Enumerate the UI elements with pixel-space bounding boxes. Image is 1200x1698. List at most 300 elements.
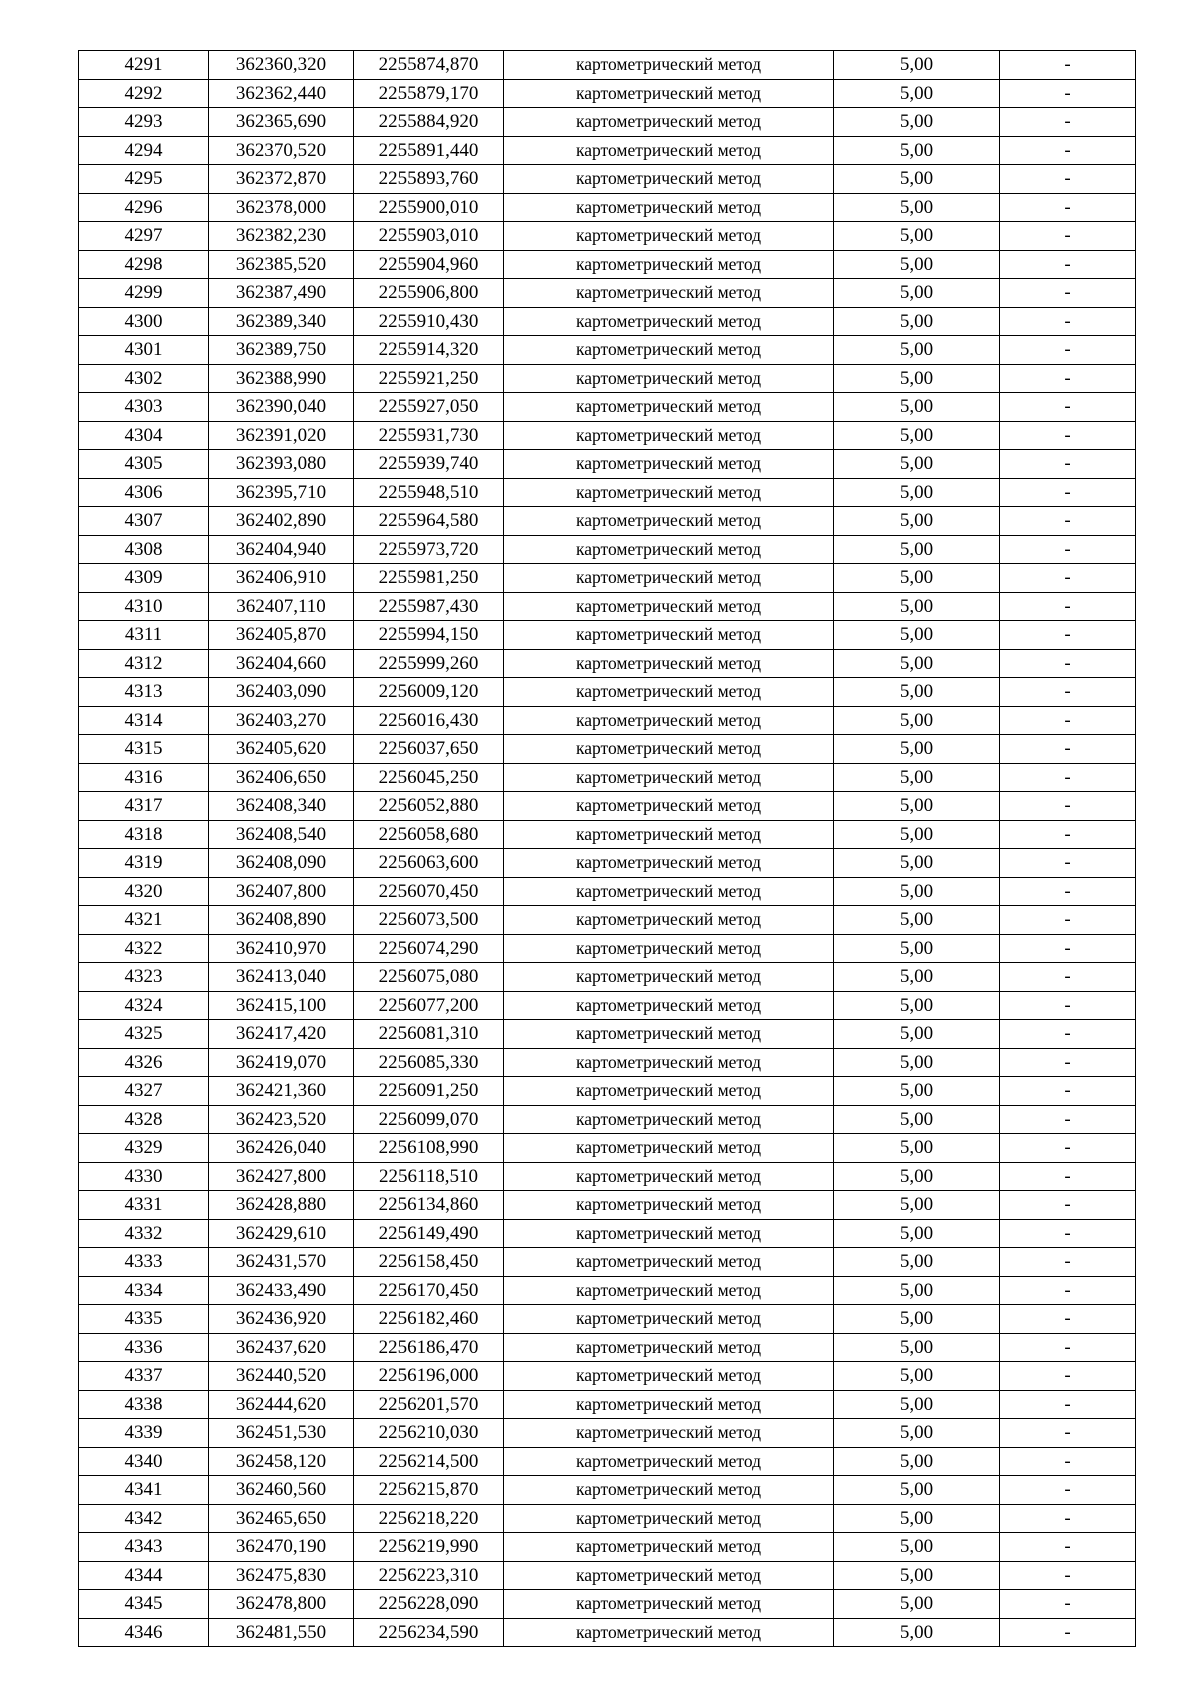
accuracy-cell: 5,00 (834, 1504, 1000, 1533)
point-number-cell: 4319 (79, 849, 209, 878)
method-cell: картометрический метод (504, 393, 834, 422)
table-row (79, 991, 1136, 1020)
point-number-cell: 4343 (79, 1533, 209, 1562)
x-coordinate-cell: 362403,090 (209, 678, 354, 707)
point-number-cell: 4322 (79, 934, 209, 963)
y-coordinate-cell: 2255891,440 (354, 136, 504, 165)
x-coordinate-cell: 362372,870 (209, 165, 354, 194)
accuracy-cell: 5,00 (834, 963, 1000, 992)
y-coordinate-cell: 2256073,500 (354, 906, 504, 935)
table-row (79, 877, 1136, 906)
y-coordinate-cell: 2256158,450 (354, 1248, 504, 1277)
point-number-cell: 4337 (79, 1362, 209, 1391)
y-coordinate-cell: 2256081,310 (354, 1020, 504, 1049)
y-coordinate-cell: 2255927,050 (354, 393, 504, 422)
note-cell: - (1000, 279, 1136, 308)
accuracy-cell: 5,00 (834, 678, 1000, 707)
method-cell: картометрический метод (504, 849, 834, 878)
method-cell: картометрический метод (504, 1618, 834, 1647)
note-cell: - (1000, 1390, 1136, 1419)
table-row (79, 364, 1136, 393)
x-coordinate-cell: 362433,490 (209, 1276, 354, 1305)
method-cell: картометрический метод (504, 1447, 834, 1476)
note-cell: - (1000, 165, 1136, 194)
y-coordinate-cell: 2255948,510 (354, 478, 504, 507)
x-coordinate-cell: 362407,800 (209, 877, 354, 906)
point-number-cell: 4333 (79, 1248, 209, 1277)
table-row (79, 450, 1136, 479)
accuracy-cell: 5,00 (834, 1561, 1000, 1590)
point-number-cell: 4304 (79, 421, 209, 450)
method-cell: картометрический метод (504, 706, 834, 735)
point-number-cell: 4310 (79, 592, 209, 621)
y-coordinate-cell: 2256074,290 (354, 934, 504, 963)
method-cell: картометрический метод (504, 1533, 834, 1562)
note-cell: - (1000, 1590, 1136, 1619)
y-coordinate-cell: 2255939,740 (354, 450, 504, 479)
x-coordinate-cell: 362408,540 (209, 820, 354, 849)
point-number-cell: 4292 (79, 79, 209, 108)
method-cell: картометрический метод (504, 1390, 834, 1419)
note-cell: - (1000, 1447, 1136, 1476)
x-coordinate-cell: 362440,520 (209, 1362, 354, 1391)
table-row (79, 906, 1136, 935)
accuracy-cell: 5,00 (834, 1134, 1000, 1163)
y-coordinate-cell: 2256099,070 (354, 1105, 504, 1134)
accuracy-cell: 5,00 (834, 763, 1000, 792)
y-coordinate-cell: 2256223,310 (354, 1561, 504, 1590)
table-row (79, 136, 1136, 165)
note-cell: - (1000, 1362, 1136, 1391)
y-coordinate-cell: 2256196,000 (354, 1362, 504, 1391)
table-row (79, 1504, 1136, 1533)
x-coordinate-cell: 362360,320 (209, 51, 354, 80)
point-number-cell: 4324 (79, 991, 209, 1020)
x-coordinate-cell: 362428,880 (209, 1191, 354, 1220)
note-cell: - (1000, 820, 1136, 849)
table-row (79, 1077, 1136, 1106)
table-row (79, 592, 1136, 621)
method-cell: картометрический метод (504, 1162, 834, 1191)
point-number-cell: 4311 (79, 621, 209, 650)
accuracy-cell: 5,00 (834, 706, 1000, 735)
accuracy-cell: 5,00 (834, 991, 1000, 1020)
y-coordinate-cell: 2255910,430 (354, 307, 504, 336)
point-number-cell: 4314 (79, 706, 209, 735)
point-number-cell: 4326 (79, 1048, 209, 1077)
method-cell: картометрический метод (504, 136, 834, 165)
method-cell: картометрический метод (504, 279, 834, 308)
table-row (79, 934, 1136, 963)
table-row (79, 1105, 1136, 1134)
x-coordinate-cell: 362404,660 (209, 649, 354, 678)
method-cell: картометрический метод (504, 820, 834, 849)
accuracy-cell: 5,00 (834, 165, 1000, 194)
point-number-cell: 4339 (79, 1419, 209, 1448)
y-coordinate-cell: 2256052,880 (354, 792, 504, 821)
y-coordinate-cell: 2256058,680 (354, 820, 504, 849)
x-coordinate-cell: 362436,920 (209, 1305, 354, 1334)
accuracy-cell: 5,00 (834, 222, 1000, 251)
point-number-cell: 4342 (79, 1504, 209, 1533)
accuracy-cell: 5,00 (834, 108, 1000, 137)
x-coordinate-cell: 362408,340 (209, 792, 354, 821)
y-coordinate-cell: 2255893,760 (354, 165, 504, 194)
table-row (79, 1590, 1136, 1619)
method-cell: картометрический метод (504, 79, 834, 108)
y-coordinate-cell: 2256201,570 (354, 1390, 504, 1419)
note-cell: - (1000, 1191, 1136, 1220)
accuracy-cell: 5,00 (834, 1362, 1000, 1391)
x-coordinate-cell: 362426,040 (209, 1134, 354, 1163)
x-coordinate-cell: 362404,940 (209, 535, 354, 564)
note-cell: - (1000, 621, 1136, 650)
method-cell: картометрический метод (504, 1333, 834, 1362)
note-cell: - (1000, 1533, 1136, 1562)
point-number-cell: 4335 (79, 1305, 209, 1334)
accuracy-cell: 5,00 (834, 1390, 1000, 1419)
accuracy-cell: 5,00 (834, 250, 1000, 279)
accuracy-cell: 5,00 (834, 307, 1000, 336)
y-coordinate-cell: 2256016,430 (354, 706, 504, 735)
y-coordinate-cell: 2255921,250 (354, 364, 504, 393)
point-number-cell: 4313 (79, 678, 209, 707)
method-cell: картометрический метод (504, 1504, 834, 1533)
accuracy-cell: 5,00 (834, 393, 1000, 422)
accuracy-cell: 5,00 (834, 934, 1000, 963)
point-number-cell: 4330 (79, 1162, 209, 1191)
note-cell: - (1000, 307, 1136, 336)
accuracy-cell: 5,00 (834, 336, 1000, 365)
note-cell: - (1000, 735, 1136, 764)
y-coordinate-cell: 2256085,330 (354, 1048, 504, 1077)
coordinates-table-body (79, 51, 1136, 1647)
accuracy-cell: 5,00 (834, 1248, 1000, 1277)
x-coordinate-cell: 362410,970 (209, 934, 354, 963)
point-number-cell: 4291 (79, 51, 209, 80)
x-coordinate-cell: 362481,550 (209, 1618, 354, 1647)
table-row (79, 820, 1136, 849)
table-row (79, 535, 1136, 564)
x-coordinate-cell: 362408,090 (209, 849, 354, 878)
accuracy-cell: 5,00 (834, 1476, 1000, 1505)
x-coordinate-cell: 362405,620 (209, 735, 354, 764)
accuracy-cell: 5,00 (834, 535, 1000, 564)
point-number-cell: 4325 (79, 1020, 209, 1049)
table-row (79, 1248, 1136, 1277)
y-coordinate-cell: 2255900,010 (354, 193, 504, 222)
note-cell: - (1000, 1248, 1136, 1277)
note-cell: - (1000, 1561, 1136, 1590)
accuracy-cell: 5,00 (834, 364, 1000, 393)
note-cell: - (1000, 222, 1136, 251)
y-coordinate-cell: 2256108,990 (354, 1134, 504, 1163)
note-cell: - (1000, 421, 1136, 450)
point-number-cell: 4293 (79, 108, 209, 137)
table-row (79, 1362, 1136, 1391)
point-number-cell: 4320 (79, 877, 209, 906)
point-number-cell: 4309 (79, 564, 209, 593)
method-cell: картометрический метод (504, 1248, 834, 1277)
point-number-cell: 4295 (79, 165, 209, 194)
table-row (79, 564, 1136, 593)
point-number-cell: 4331 (79, 1191, 209, 1220)
x-coordinate-cell: 362407,110 (209, 592, 354, 621)
table-row (79, 507, 1136, 536)
y-coordinate-cell: 2256234,590 (354, 1618, 504, 1647)
table-row (79, 1618, 1136, 1647)
method-cell: картометрический метод (504, 1276, 834, 1305)
note-cell: - (1000, 649, 1136, 678)
note-cell: - (1000, 364, 1136, 393)
accuracy-cell: 5,00 (834, 1105, 1000, 1134)
method-cell: картометрический метод (504, 963, 834, 992)
note-cell: - (1000, 193, 1136, 222)
note-cell: - (1000, 991, 1136, 1020)
note-cell: - (1000, 1077, 1136, 1106)
method-cell: картометрический метод (504, 1219, 834, 1248)
coordinates-table (78, 50, 1136, 1647)
accuracy-cell: 5,00 (834, 1219, 1000, 1248)
table-row (79, 193, 1136, 222)
method-cell: картометрический метод (504, 649, 834, 678)
x-coordinate-cell: 362415,100 (209, 991, 354, 1020)
y-coordinate-cell: 2255981,250 (354, 564, 504, 593)
accuracy-cell: 5,00 (834, 1618, 1000, 1647)
accuracy-cell: 5,00 (834, 1333, 1000, 1362)
method-cell: картометрический метод (504, 763, 834, 792)
point-number-cell: 4341 (79, 1476, 209, 1505)
note-cell: - (1000, 963, 1136, 992)
method-cell: картометрический метод (504, 165, 834, 194)
point-number-cell: 4329 (79, 1134, 209, 1163)
x-coordinate-cell: 362431,570 (209, 1248, 354, 1277)
y-coordinate-cell: 2255903,010 (354, 222, 504, 251)
y-coordinate-cell: 2255994,150 (354, 621, 504, 650)
point-number-cell: 4294 (79, 136, 209, 165)
method-cell: картометрический метод (504, 1419, 834, 1448)
accuracy-cell: 5,00 (834, 849, 1000, 878)
point-number-cell: 4328 (79, 1105, 209, 1134)
point-number-cell: 4308 (79, 535, 209, 564)
table-row (79, 678, 1136, 707)
accuracy-cell: 5,00 (834, 450, 1000, 479)
x-coordinate-cell: 362458,120 (209, 1447, 354, 1476)
point-number-cell: 4302 (79, 364, 209, 393)
x-coordinate-cell: 362390,040 (209, 393, 354, 422)
note-cell: - (1000, 1476, 1136, 1505)
point-number-cell: 4340 (79, 1447, 209, 1476)
note-cell: - (1000, 877, 1136, 906)
method-cell: картометрический метод (504, 621, 834, 650)
point-number-cell: 4307 (79, 507, 209, 536)
table-row (79, 1219, 1136, 1248)
x-coordinate-cell: 362417,420 (209, 1020, 354, 1049)
note-cell: - (1000, 336, 1136, 365)
method-cell: картометрический метод (504, 222, 834, 251)
accuracy-cell: 5,00 (834, 136, 1000, 165)
accuracy-cell: 5,00 (834, 649, 1000, 678)
x-coordinate-cell: 362465,650 (209, 1504, 354, 1533)
table-row (79, 763, 1136, 792)
y-coordinate-cell: 2256182,460 (354, 1305, 504, 1334)
accuracy-cell: 5,00 (834, 877, 1000, 906)
y-coordinate-cell: 2255874,870 (354, 51, 504, 80)
x-coordinate-cell: 362408,890 (209, 906, 354, 935)
table-row (79, 621, 1136, 650)
note-cell: - (1000, 849, 1136, 878)
x-coordinate-cell: 362365,690 (209, 108, 354, 137)
accuracy-cell: 5,00 (834, 421, 1000, 450)
note-cell: - (1000, 592, 1136, 621)
table-row (79, 1134, 1136, 1163)
x-coordinate-cell: 362406,910 (209, 564, 354, 593)
method-cell: картометрический метод (504, 877, 834, 906)
note-cell: - (1000, 250, 1136, 279)
x-coordinate-cell: 362419,070 (209, 1048, 354, 1077)
y-coordinate-cell: 2255914,320 (354, 336, 504, 365)
method-cell: картометрический метод (504, 792, 834, 821)
y-coordinate-cell: 2256063,600 (354, 849, 504, 878)
y-coordinate-cell: 2256075,080 (354, 963, 504, 992)
point-number-cell: 4318 (79, 820, 209, 849)
y-coordinate-cell: 2255999,260 (354, 649, 504, 678)
method-cell: картометрический метод (504, 678, 834, 707)
accuracy-cell: 5,00 (834, 1276, 1000, 1305)
point-number-cell: 4316 (79, 763, 209, 792)
method-cell: картометрический метод (504, 1590, 834, 1619)
table-row (79, 1020, 1136, 1049)
y-coordinate-cell: 2256186,470 (354, 1333, 504, 1362)
table-row (79, 79, 1136, 108)
x-coordinate-cell: 362429,610 (209, 1219, 354, 1248)
method-cell: картометрический метод (504, 1476, 834, 1505)
y-coordinate-cell: 2255906,800 (354, 279, 504, 308)
table-row (79, 1476, 1136, 1505)
note-cell: - (1000, 678, 1136, 707)
x-coordinate-cell: 362385,520 (209, 250, 354, 279)
method-cell: картометрический метод (504, 1134, 834, 1163)
note-cell: - (1000, 934, 1136, 963)
accuracy-cell: 5,00 (834, 79, 1000, 108)
accuracy-cell: 5,00 (834, 1162, 1000, 1191)
x-coordinate-cell: 362403,270 (209, 706, 354, 735)
table-row (79, 1447, 1136, 1476)
y-coordinate-cell: 2256218,220 (354, 1504, 504, 1533)
table-row (79, 1191, 1136, 1220)
x-coordinate-cell: 362389,340 (209, 307, 354, 336)
accuracy-cell: 5,00 (834, 51, 1000, 80)
note-cell: - (1000, 906, 1136, 935)
point-number-cell: 4298 (79, 250, 209, 279)
y-coordinate-cell: 2256228,090 (354, 1590, 504, 1619)
accuracy-cell: 5,00 (834, 1305, 1000, 1334)
point-number-cell: 4300 (79, 307, 209, 336)
method-cell: картометрический метод (504, 1048, 834, 1077)
method-cell: картометрический метод (504, 1191, 834, 1220)
accuracy-cell: 5,00 (834, 621, 1000, 650)
note-cell: - (1000, 1162, 1136, 1191)
table-row (79, 1561, 1136, 1590)
point-number-cell: 4323 (79, 963, 209, 992)
table-row (79, 336, 1136, 365)
x-coordinate-cell: 362406,650 (209, 763, 354, 792)
note-cell: - (1000, 1419, 1136, 1448)
x-coordinate-cell: 362395,710 (209, 478, 354, 507)
point-number-cell: 4317 (79, 792, 209, 821)
accuracy-cell: 5,00 (834, 193, 1000, 222)
point-number-cell: 4327 (79, 1077, 209, 1106)
method-cell: картометрический метод (504, 336, 834, 365)
point-number-cell: 4312 (79, 649, 209, 678)
method-cell: картометрический метод (504, 1561, 834, 1590)
accuracy-cell: 5,00 (834, 507, 1000, 536)
note-cell: - (1000, 1048, 1136, 1077)
point-number-cell: 4296 (79, 193, 209, 222)
table-row (79, 279, 1136, 308)
table-row (79, 222, 1136, 251)
y-coordinate-cell: 2256215,870 (354, 1476, 504, 1505)
method-cell: картометрический метод (504, 991, 834, 1020)
note-cell: - (1000, 706, 1136, 735)
table-row (79, 1162, 1136, 1191)
note-cell: - (1000, 478, 1136, 507)
accuracy-cell: 5,00 (834, 1419, 1000, 1448)
x-coordinate-cell: 362423,520 (209, 1105, 354, 1134)
y-coordinate-cell: 2256210,030 (354, 1419, 504, 1448)
y-coordinate-cell: 2255904,960 (354, 250, 504, 279)
table-row (79, 1333, 1136, 1362)
table-row (79, 735, 1136, 764)
note-cell: - (1000, 1305, 1136, 1334)
method-cell: картометрический метод (504, 564, 834, 593)
table-row (79, 1048, 1136, 1077)
x-coordinate-cell: 362444,620 (209, 1390, 354, 1419)
point-number-cell: 4321 (79, 906, 209, 935)
x-coordinate-cell: 362402,890 (209, 507, 354, 536)
method-cell: картометрический метод (504, 307, 834, 336)
table-row (79, 792, 1136, 821)
point-number-cell: 4306 (79, 478, 209, 507)
point-number-cell: 4301 (79, 336, 209, 365)
y-coordinate-cell: 2255973,720 (354, 535, 504, 564)
accuracy-cell: 5,00 (834, 906, 1000, 935)
accuracy-cell: 5,00 (834, 1048, 1000, 1077)
note-cell: - (1000, 393, 1136, 422)
table-row (79, 51, 1136, 80)
y-coordinate-cell: 2256170,450 (354, 1276, 504, 1305)
point-number-cell: 4297 (79, 222, 209, 251)
x-coordinate-cell: 362451,530 (209, 1419, 354, 1448)
y-coordinate-cell: 2256037,650 (354, 735, 504, 764)
point-number-cell: 4334 (79, 1276, 209, 1305)
y-coordinate-cell: 2255931,730 (354, 421, 504, 450)
note-cell: - (1000, 79, 1136, 108)
x-coordinate-cell: 362389,750 (209, 336, 354, 365)
table-row (79, 1533, 1136, 1562)
x-coordinate-cell: 362413,040 (209, 963, 354, 992)
method-cell: картометрический метод (504, 1077, 834, 1106)
method-cell: картометрический метод (504, 364, 834, 393)
x-coordinate-cell: 362370,520 (209, 136, 354, 165)
accuracy-cell: 5,00 (834, 564, 1000, 593)
x-coordinate-cell: 362393,080 (209, 450, 354, 479)
method-cell: картометрический метод (504, 507, 834, 536)
method-cell: картометрический метод (504, 421, 834, 450)
note-cell: - (1000, 51, 1136, 80)
y-coordinate-cell: 2255879,170 (354, 79, 504, 108)
table-row (79, 165, 1136, 194)
